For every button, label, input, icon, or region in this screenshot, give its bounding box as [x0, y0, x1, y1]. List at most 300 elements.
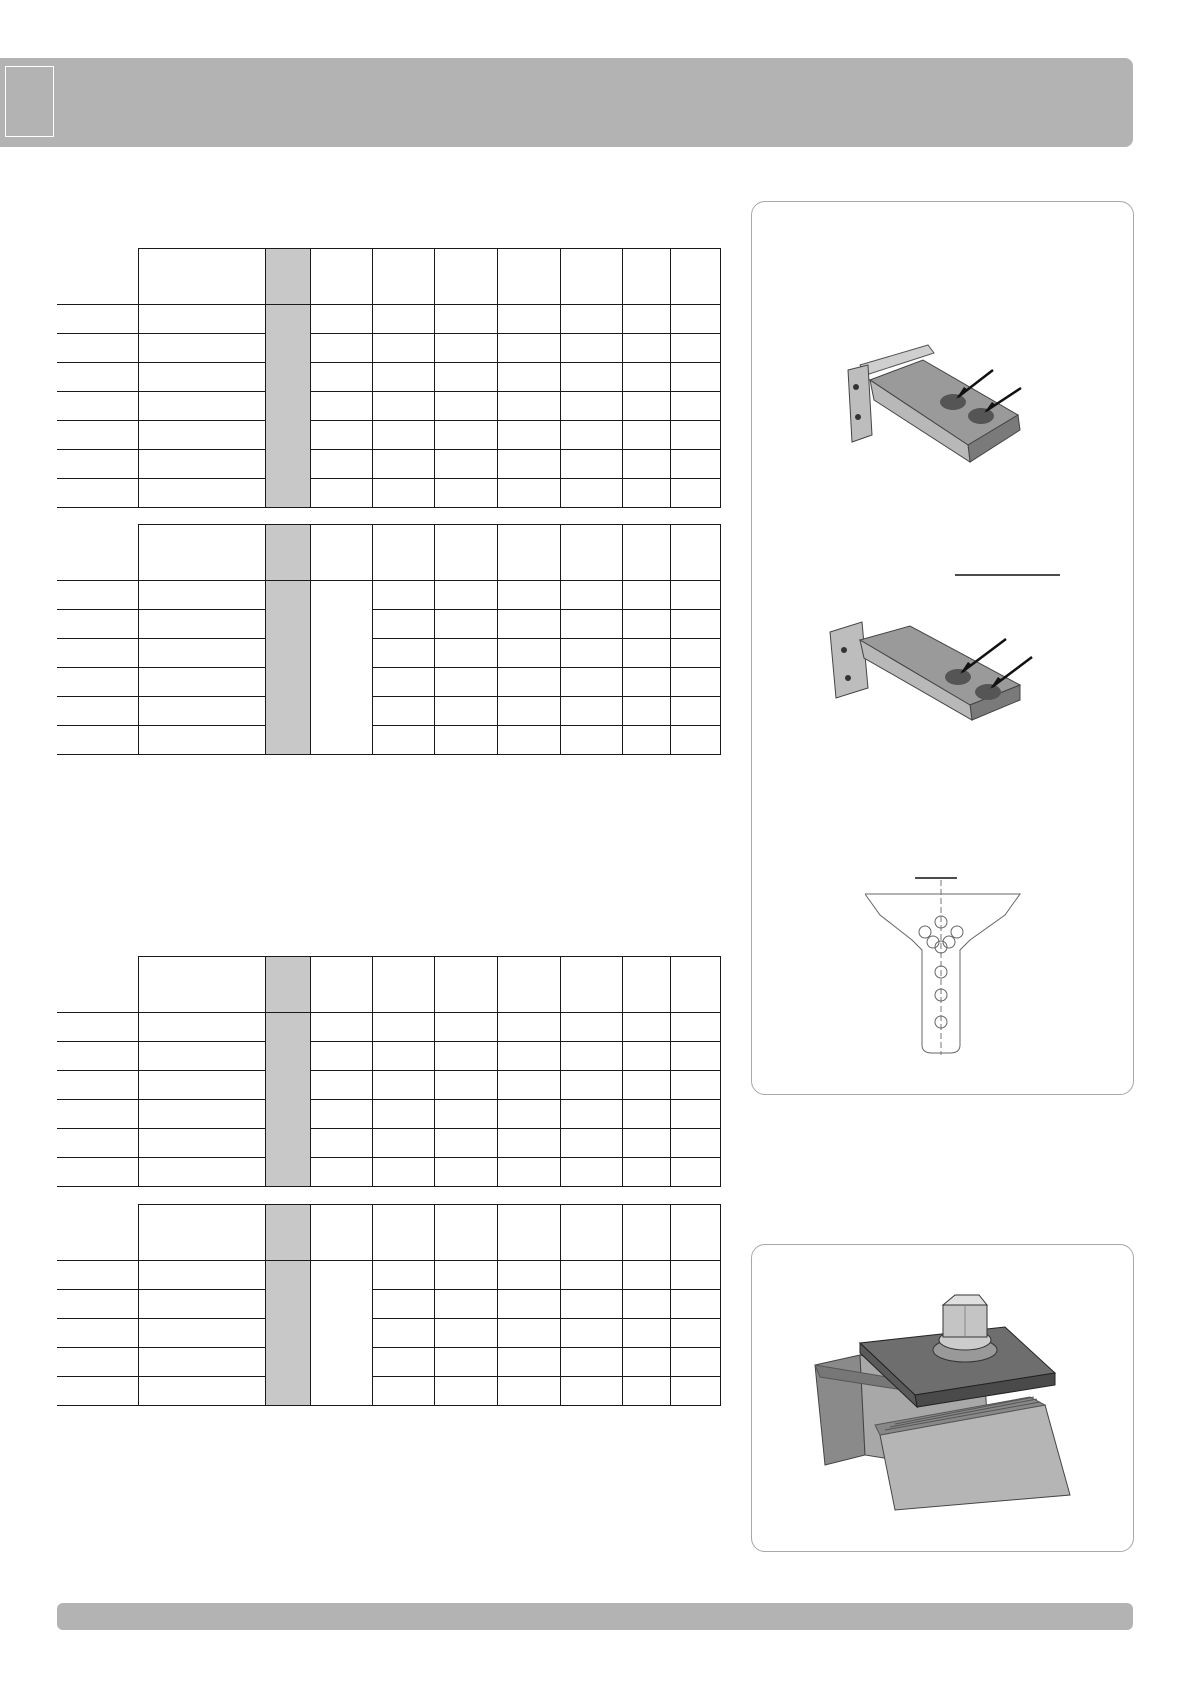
section-tab-marker: [5, 66, 54, 137]
table-cell: [310, 726, 372, 755]
table-cell: [57, 392, 139, 421]
table-cell: [560, 639, 622, 668]
table-cell: [434, 726, 497, 755]
table-cell: [560, 1290, 622, 1319]
table-cell: [372, 392, 434, 421]
table-cell: [57, 334, 139, 363]
table-cell: [372, 726, 434, 755]
table-row: [57, 610, 721, 639]
table-cell: [671, 726, 721, 755]
table-row: [57, 1013, 721, 1042]
table-cell: [497, 421, 560, 450]
table-cell: [266, 1348, 310, 1377]
table-cell: [560, 1071, 622, 1100]
table-cell: [434, 334, 497, 363]
table-cell: [560, 1042, 622, 1071]
table-cell: [310, 668, 372, 697]
table-cell: [671, 1261, 721, 1290]
table-cell: [434, 1100, 497, 1129]
table-row: [57, 639, 721, 668]
table-cell: [266, 450, 310, 479]
table-cell: [434, 581, 497, 610]
table-cell: [560, 1348, 622, 1377]
table-cell: [57, 363, 139, 392]
table-cell: [139, 334, 266, 363]
table-row: [57, 1319, 721, 1348]
table-cell: [434, 1042, 497, 1071]
table-cell: [139, 450, 266, 479]
header-cell: [434, 957, 497, 1013]
table-cell: [622, 334, 671, 363]
table-cell: [139, 668, 266, 697]
table-cell: [266, 668, 310, 697]
table-cell: [57, 305, 139, 334]
header-cell: [139, 957, 266, 1013]
table-cell: [434, 305, 497, 334]
table-cell: [139, 479, 266, 508]
table-cell: [266, 1158, 310, 1187]
table-cell: [266, 392, 310, 421]
table-cell: [57, 639, 139, 668]
table-cell: [310, 450, 372, 479]
table-cell: [560, 421, 622, 450]
table-cell: [671, 305, 721, 334]
table-cell: [497, 1348, 560, 1377]
table-cell: [434, 1261, 497, 1290]
table-cell: [310, 479, 372, 508]
table-cell: [372, 697, 434, 726]
table-cell: [497, 334, 560, 363]
table-cell: [622, 1129, 671, 1158]
table-row: [57, 1071, 721, 1100]
table-cell: [497, 639, 560, 668]
table-cell: [57, 1377, 139, 1406]
table-cell: [671, 334, 721, 363]
table-cell: [497, 392, 560, 421]
table-cell: [560, 1261, 622, 1290]
table-cell: [497, 1013, 560, 1042]
table-cell: [310, 305, 372, 334]
table-cell: [310, 1290, 372, 1319]
spec-table-2: [57, 524, 721, 755]
table-cell: [139, 1319, 266, 1348]
table-cell: [434, 392, 497, 421]
table-row: [57, 334, 721, 363]
header-cell: [310, 957, 372, 1013]
table-cell: [310, 1319, 372, 1348]
header-cell: [57, 525, 139, 581]
table-cell: [139, 421, 266, 450]
table-cell: [560, 668, 622, 697]
table-cell: [497, 1319, 560, 1348]
table-cell: [671, 1158, 721, 1187]
table-cell: [560, 1129, 622, 1158]
table-cell: [622, 610, 671, 639]
header-cell: [671, 249, 721, 305]
table-cell: [266, 1261, 310, 1290]
table-row: [57, 1158, 721, 1187]
table-cell: [57, 697, 139, 726]
table-cell: [266, 334, 310, 363]
table-cell: [57, 610, 139, 639]
header-cell: [497, 957, 560, 1013]
table-cell: [560, 479, 622, 508]
table-cell: [57, 1158, 139, 1187]
table-cell: [671, 450, 721, 479]
table-cell: [372, 363, 434, 392]
table-cell: [57, 1261, 139, 1290]
table-cell: [622, 305, 671, 334]
table-cell: [671, 668, 721, 697]
table-cell: [560, 305, 622, 334]
table-cell: [266, 1319, 310, 1348]
table-cell: [139, 1013, 266, 1042]
table-cell: [139, 392, 266, 421]
table-cell: [139, 1042, 266, 1071]
table-cell: [622, 1158, 671, 1187]
header-cell: [57, 1205, 139, 1261]
table-cell: [671, 1071, 721, 1100]
table-cell: [57, 1319, 139, 1348]
table-cell: [310, 1261, 372, 1290]
table-cell: [560, 363, 622, 392]
table-cell: [266, 726, 310, 755]
table-cell: [310, 334, 372, 363]
header-cell: [497, 525, 560, 581]
table-cell: [139, 1129, 266, 1158]
header-cell: [139, 1205, 266, 1261]
header-cell: [372, 525, 434, 581]
table-cell: [310, 363, 372, 392]
table-cell: [139, 610, 266, 639]
table-cell: [622, 1261, 671, 1290]
table-cell: [560, 1013, 622, 1042]
table-cell: [622, 1042, 671, 1071]
table-cell: [671, 1100, 721, 1129]
table-cell: [372, 479, 434, 508]
header-cell: [266, 1205, 310, 1261]
table-cell: [266, 1290, 310, 1319]
table-cell: [310, 1377, 372, 1406]
table-cell: [434, 668, 497, 697]
header-cell: [310, 1205, 372, 1261]
table-cell: [266, 610, 310, 639]
bracket-with-two-holes-icon: [838, 335, 1038, 465]
header-cell: [622, 957, 671, 1013]
table-cell: [57, 1348, 139, 1377]
table-cell: [671, 421, 721, 450]
table-cell: [671, 1290, 721, 1319]
table-cell: [497, 726, 560, 755]
header-cell: [57, 249, 139, 305]
header-cell: [139, 525, 266, 581]
table-cell: [671, 1348, 721, 1377]
header-cell: [266, 249, 310, 305]
table-cell: [560, 726, 622, 755]
table-row: [57, 305, 721, 334]
table-cell: [310, 1013, 372, 1042]
table-cell: [497, 305, 560, 334]
header-cell: [671, 1205, 721, 1261]
table-cell: [372, 1158, 434, 1187]
table-cell: [372, 1013, 434, 1042]
table-cell: [497, 450, 560, 479]
table-row: [57, 668, 721, 697]
table-cell: [434, 1290, 497, 1319]
table-cell: [434, 697, 497, 726]
header-cell: [671, 525, 721, 581]
table-cell: [434, 1319, 497, 1348]
table-cell: [57, 1290, 139, 1319]
table-cell: [622, 392, 671, 421]
table-cell: [497, 1129, 560, 1158]
table-cell: [372, 421, 434, 450]
table-cell: [434, 1158, 497, 1187]
table-cell: [671, 1319, 721, 1348]
table-cell: [372, 305, 434, 334]
header-cell: [310, 249, 372, 305]
table-cell: [266, 479, 310, 508]
table-cell: [139, 1377, 266, 1406]
table-cell: [560, 1158, 622, 1187]
table-cell: [560, 581, 622, 610]
table-cell: [310, 1071, 372, 1100]
header-cell: [434, 525, 497, 581]
header-cell: [434, 1205, 497, 1261]
table-cell: [622, 450, 671, 479]
table-row: [57, 697, 721, 726]
table-cell: [372, 668, 434, 697]
table-cell: [560, 334, 622, 363]
table-row: [57, 581, 721, 610]
table-cell: [434, 421, 497, 450]
table-cell: [372, 1071, 434, 1100]
table-cell: [372, 1129, 434, 1158]
header-cell: [266, 957, 310, 1013]
table-cell: [57, 1129, 139, 1158]
table-cell: [622, 581, 671, 610]
header-cell: [560, 525, 622, 581]
table-cell: [497, 610, 560, 639]
table-cell: [310, 1129, 372, 1158]
table-row: [57, 726, 721, 755]
table-cell: [310, 392, 372, 421]
table-cell: [434, 639, 497, 668]
table-cell: [310, 639, 372, 668]
table-cell: [622, 421, 671, 450]
table-cell: [671, 639, 721, 668]
table-cell: [622, 1348, 671, 1377]
table-cell: [310, 421, 372, 450]
table-cell: [57, 581, 139, 610]
table-header-row: [57, 1205, 721, 1261]
table-cell: [310, 1348, 372, 1377]
table-cell: [622, 1013, 671, 1042]
table-cell: [497, 1290, 560, 1319]
header-cell: [372, 249, 434, 305]
header-cell: [622, 249, 671, 305]
table-cell: [310, 697, 372, 726]
table-cell: [139, 305, 266, 334]
table-cell: [266, 421, 310, 450]
table-cell: [622, 1319, 671, 1348]
table-cell: [310, 1158, 372, 1187]
table-cell: [671, 479, 721, 508]
header-cell: [310, 525, 372, 581]
header-cell: [671, 957, 721, 1013]
spec-table-1: [57, 248, 721, 508]
table-cell: [434, 1129, 497, 1158]
table-cell: [434, 610, 497, 639]
table-cell: [622, 726, 671, 755]
header-cell: [139, 249, 266, 305]
table-cell: [266, 697, 310, 726]
header-cell: [434, 249, 497, 305]
table-row: [57, 392, 721, 421]
table-cell: [139, 363, 266, 392]
table-cell: [622, 1377, 671, 1406]
table-cell: [497, 479, 560, 508]
table-cell: [560, 450, 622, 479]
table-cell: [266, 1013, 310, 1042]
header-cell: [560, 957, 622, 1013]
table-cell: [372, 1100, 434, 1129]
table-row: [57, 1042, 721, 1071]
table-cell: [622, 1071, 671, 1100]
table-cell: [434, 1071, 497, 1100]
table-cell: [671, 697, 721, 726]
table-cell: [671, 581, 721, 610]
header-cell: [497, 249, 560, 305]
table-cell: [372, 450, 434, 479]
spec-table-4: [57, 1204, 721, 1406]
table-cell: [434, 1013, 497, 1042]
table-cell: [560, 1319, 622, 1348]
table-cell: [671, 392, 721, 421]
table-cell: [372, 1261, 434, 1290]
table-cell: [671, 1013, 721, 1042]
table-row: [57, 1348, 721, 1377]
table-cell: [139, 1158, 266, 1187]
table-cell: [266, 581, 310, 610]
table-cell: [497, 1042, 560, 1071]
table-cell: [560, 392, 622, 421]
table-row: [57, 1377, 721, 1406]
table-cell: [671, 1377, 721, 1406]
table-cell: [310, 1042, 372, 1071]
table-cell: [372, 1319, 434, 1348]
table-cell: [497, 1071, 560, 1100]
table-cell: [266, 1100, 310, 1129]
spec-table-3: [57, 956, 721, 1187]
table-cell: [372, 1042, 434, 1071]
table-cell: [139, 1100, 266, 1129]
table-row: [57, 450, 721, 479]
header-cell: [560, 1205, 622, 1261]
table-cell: [434, 479, 497, 508]
table-cell: [671, 363, 721, 392]
table-cell: [497, 697, 560, 726]
table-cell: [560, 697, 622, 726]
table-row: [57, 1261, 721, 1290]
header-cell: [497, 1205, 560, 1261]
table-cell: [497, 668, 560, 697]
table-cell: [560, 1377, 622, 1406]
table-cell: [560, 1100, 622, 1129]
table-cell: [57, 479, 139, 508]
table-cell: [57, 1100, 139, 1129]
header-cell: [372, 957, 434, 1013]
serrated-clamp-with-bolt-icon: [805, 1285, 1085, 1515]
table-cell: [434, 450, 497, 479]
table-cell: [266, 305, 310, 334]
table-cell: [497, 581, 560, 610]
table-cell: [497, 363, 560, 392]
header-cell: [622, 525, 671, 581]
table-cell: [372, 1348, 434, 1377]
header-cell: [372, 1205, 434, 1261]
table-cell: [560, 610, 622, 639]
table-cell: [434, 1348, 497, 1377]
table-cell: [139, 697, 266, 726]
table-cell: [57, 726, 139, 755]
table-cell: [372, 1290, 434, 1319]
table-cell: [310, 610, 372, 639]
table-cell: [139, 581, 266, 610]
table-row: [57, 421, 721, 450]
table-cell: [57, 450, 139, 479]
table-cell: [57, 1071, 139, 1100]
bracket-technical-drawing: [865, 870, 1025, 1055]
table-cell: [139, 1348, 266, 1377]
table-cell: [266, 1042, 310, 1071]
table-cell: [266, 363, 310, 392]
header-cell: [622, 1205, 671, 1261]
header-cell: [57, 957, 139, 1013]
table-cell: [139, 1071, 266, 1100]
long-bracket-with-two-holes-icon: [820, 570, 1060, 730]
table-cell: [57, 668, 139, 697]
table-cell: [139, 726, 266, 755]
table-header-row: [57, 525, 721, 581]
table-cell: [139, 639, 266, 668]
table-cell: [266, 1071, 310, 1100]
table-cell: [372, 639, 434, 668]
header-cell: [266, 525, 310, 581]
table-cell: [622, 1100, 671, 1129]
table-cell: [57, 421, 139, 450]
table-cell: [622, 639, 671, 668]
table-cell: [622, 479, 671, 508]
table-cell: [57, 1042, 139, 1071]
table-cell: [671, 610, 721, 639]
table-cell: [434, 1377, 497, 1406]
table-cell: [671, 1042, 721, 1071]
table-cell: [622, 363, 671, 392]
table-cell: [671, 1129, 721, 1158]
table-cell: [139, 1261, 266, 1290]
table-cell: [372, 610, 434, 639]
table-cell: [372, 334, 434, 363]
table-header-row: [57, 249, 721, 305]
table-cell: [622, 1290, 671, 1319]
table-row: [57, 1100, 721, 1129]
table-cell: [372, 1377, 434, 1406]
table-cell: [310, 1100, 372, 1129]
table-cell: [372, 581, 434, 610]
table-row: [57, 363, 721, 392]
table-cell: [266, 1129, 310, 1158]
